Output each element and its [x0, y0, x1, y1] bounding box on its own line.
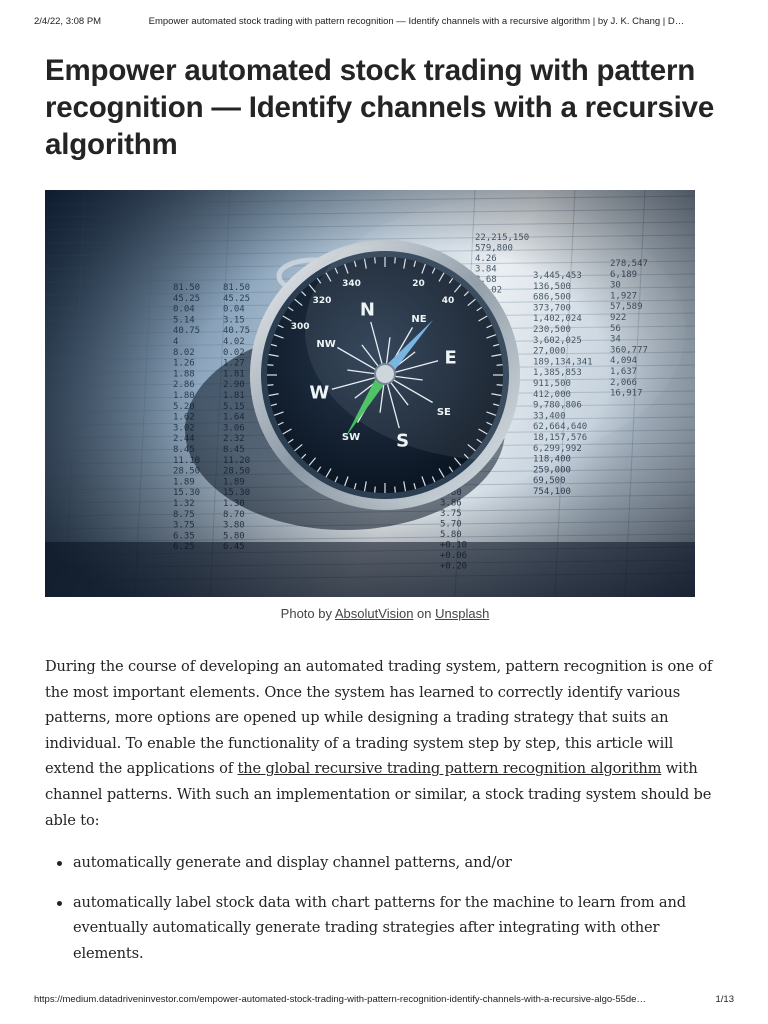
list-item	[45, 890, 725, 967]
print-page-title: Empower automated stock trading with pattern recognition — Identify channels with a recursive algorithm | by J. K. Chang | D…	[148, 16, 685, 27]
list-item-text: automatically generate and display channel patterns, and/or	[73, 854, 512, 871]
bullet-icon	[57, 861, 62, 866]
capability-list	[45, 850, 725, 980]
paragraph-text-after-link: with channel patterns. With such an implementation or similar, a stock trading system should be able to:	[45, 760, 712, 829]
print-header	[34, 16, 734, 27]
image-caption	[45, 606, 725, 621]
bullet-icon	[57, 901, 62, 906]
photographer-link[interactable]: AbsolutVision	[334, 606, 414, 621]
intro-paragraph	[45, 654, 725, 833]
hero-image	[45, 190, 695, 597]
compass-on-stock-ledger-photo	[45, 190, 695, 597]
caption-middle: on	[413, 606, 436, 621]
list-item-text: automatically label stock data with chart patterns for the machine to learn from and eventually automatically generate trading strategies after integrating with other elements.	[73, 893, 686, 962]
caption-prefix: Photo by	[280, 606, 335, 621]
recursive-algorithm-link[interactable]: the global recursive trading pattern recognition algorithm	[237, 760, 662, 778]
print-url: https://medium.datadriveninvestor.com/empower-automated-stock-trading-with-pattern-recognition-identify-channels-with-a-recursive-algo-55de…	[34, 994, 646, 1005]
article-title: Empower automated stock trading with pattern recognition — Identify channels with a recursive algorithm	[45, 54, 715, 161]
list-item	[45, 850, 725, 876]
print-footer	[34, 994, 734, 1008]
paragraph-text-before-link: During the course of developing an automated trading system, pattern recognition is one of the most important elements. Once the system has learned to correctly identify various patterns, more options are opened up while designing a trading strategy that suits an individual. To enable the functionality of a trading system step by step, this article will extend the applications of	[45, 658, 713, 778]
print-date: 2/4/22, 3:08 PM	[34, 16, 102, 27]
unsplash-link[interactable]: Unsplash	[435, 606, 490, 621]
page-number: 1/13	[715, 994, 734, 1005]
